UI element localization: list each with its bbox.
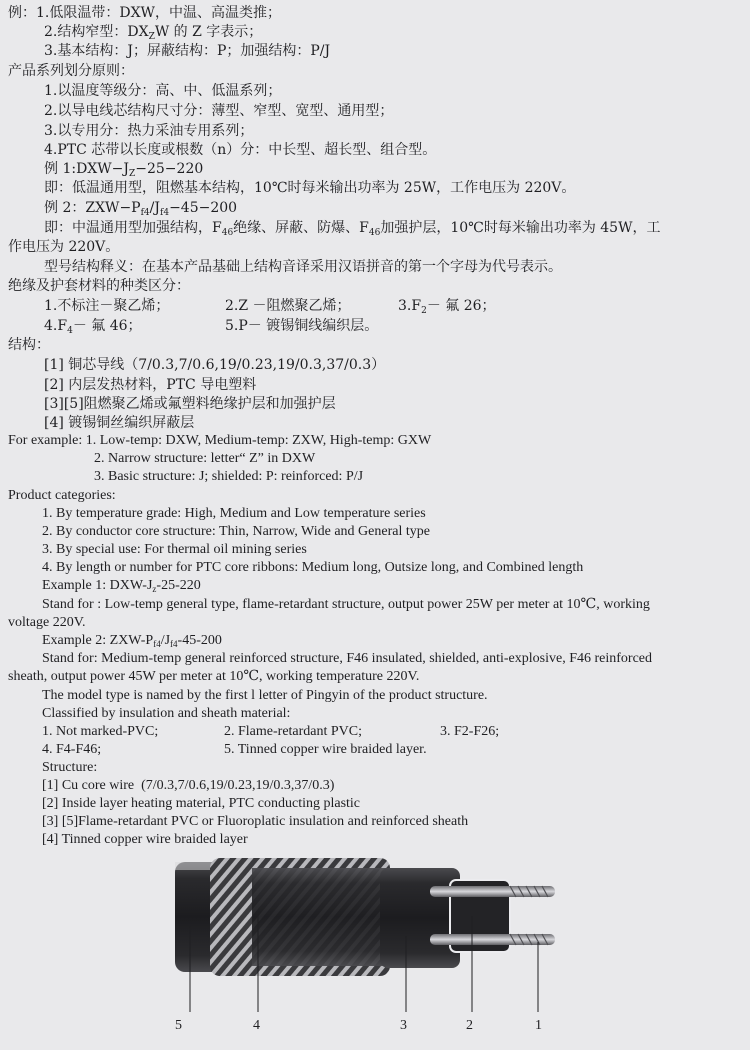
figure-label-2: 2 bbox=[466, 1018, 473, 1033]
cn-example-1 bbox=[44, 160, 203, 179]
insulation-layer-3 bbox=[380, 868, 460, 968]
cn-category-1: 1.以温度等级分：高、中、低温系列； bbox=[44, 83, 282, 99]
braid-layer-4 bbox=[210, 858, 392, 976]
cn-example-2-meaning-cont: 作电压为 220V。 bbox=[8, 239, 120, 255]
text: -45-200 bbox=[177, 633, 222, 648]
text: Example 2: ZXW-P bbox=[42, 633, 154, 648]
subscript: 46 bbox=[221, 228, 234, 238]
en-category-1: 1. By temperature grade: High, Medium and Low temperature series bbox=[42, 506, 426, 521]
subscript: f4 bbox=[160, 208, 170, 218]
cn-category-3: 3.以专用分：热力采油专用系列； bbox=[44, 123, 254, 139]
en-example-line-3: 3. Basic structure: J; shielded: P: reinforced: P/J bbox=[94, 469, 364, 484]
cn-structure-2: [2] 内层发热材料，PTC 导电塑料 bbox=[44, 377, 257, 393]
subscript: f4 bbox=[170, 639, 178, 649]
cn-example-2 bbox=[44, 199, 237, 218]
cn-category-2: 2.以导电线芯结构尺寸分：薄型、窄型、宽型、通用型； bbox=[44, 103, 394, 119]
en-category-4: 4. By length or number for PTC core ribbons: Medium long, Outsize long, and Combined length bbox=[42, 560, 584, 575]
cn-category-heading: 产品系列划分原则： bbox=[8, 63, 134, 79]
cn-material-heading: 绝缘及护套材料的种类区分： bbox=[8, 278, 190, 294]
en-example-2-meaning: Stand for: Medium-temp general reinforced structure, F46 insulated, shielded, anti-explosive, F46 reinforced bbox=[42, 651, 652, 666]
cn-category-4: 4.PTC 芯带以长度或根数（n）分：中长型、超长型、组合型。 bbox=[44, 142, 437, 158]
text: −45−200 bbox=[169, 200, 238, 216]
material-5: 5.P－ 镀锡铜线编织层。 bbox=[225, 318, 379, 334]
material-3: 3. F2-F26; bbox=[440, 724, 500, 739]
text: /J bbox=[149, 200, 160, 216]
material-3 bbox=[398, 297, 496, 316]
cn-structure-3: [3][5]阻燃聚乙烯或氟塑料绝缘护层和加强护层 bbox=[44, 396, 336, 412]
material-1: 1.不标注－聚乙烯； bbox=[44, 298, 170, 314]
text: 2.结构窄型：DX bbox=[44, 24, 149, 40]
text: － 氟 46； bbox=[72, 318, 142, 334]
material-2: 2.Z －阻燃聚乙烯； bbox=[225, 298, 351, 314]
material-1: 1. Not marked-PVC; bbox=[42, 724, 159, 739]
text: -25-220 bbox=[156, 578, 201, 593]
en-structure-2: [2] Inside layer heating material, PTC conducting plastic bbox=[42, 796, 361, 811]
en-category-heading: Product categories: bbox=[8, 488, 116, 503]
subscript: f4 bbox=[153, 639, 161, 649]
cn-example-1-meaning: 即：低温通用型，阻燃基本结构，10℃时每米输出功率为 25W，工作电压为 220V。 bbox=[44, 180, 576, 196]
cn-example-line-1: 例：1.低限温带：DXW，中温、高温类推； bbox=[8, 5, 281, 21]
text: /J bbox=[160, 633, 171, 648]
en-example-1-meaning-cont: voltage 220V. bbox=[8, 615, 86, 630]
figure-label-3: 3 bbox=[400, 1018, 407, 1033]
en-category-2: 2. By conductor core structure: Thin, Narrow, Wide and General type bbox=[42, 524, 430, 539]
cn-example-line-3: 3.基本结构：J；屏蔽结构：P；加强结构：P/J bbox=[44, 43, 331, 59]
material-4 bbox=[44, 317, 142, 336]
en-structure-4: [4] Tinned copper wire braided layer bbox=[42, 832, 248, 847]
text: −25−220 bbox=[135, 161, 204, 177]
material-2: 2. Flame-retardant PVC; bbox=[224, 724, 363, 739]
text: 例 1:DXW−J bbox=[44, 161, 129, 177]
en-example-2-meaning-cont: sheath, output power 45W per meter at 10℃, working temperature 220V. bbox=[8, 669, 420, 684]
figure-label-1: 1 bbox=[535, 1018, 542, 1033]
subscript: 2 bbox=[421, 306, 427, 316]
text: W 的 Z 字表示； bbox=[154, 24, 263, 40]
figure-label-4: 4 bbox=[253, 1018, 260, 1033]
cn-example-line-2 bbox=[44, 23, 262, 42]
subscript: f4 bbox=[140, 208, 150, 218]
en-structure-1: [1] Cu core wire (7/0.3,7/0.6,19/0.23,19/0.3,37/0.3) bbox=[42, 778, 335, 793]
en-example-2 bbox=[42, 632, 222, 650]
en-structure-3: [3] [5]Flame-retardant PVC or Fluoroplatic insulation and reinforced sheath bbox=[42, 814, 469, 829]
en-example-1 bbox=[42, 577, 201, 595]
text: 3.F bbox=[398, 298, 422, 314]
cn-structure-4: [4] 镀锡铜丝编织屏蔽层 bbox=[44, 415, 195, 431]
text: Example 1: DXW-J bbox=[42, 578, 153, 593]
material-4: 4. F4-F46; bbox=[42, 742, 102, 757]
text: 例 2：ZXW−P bbox=[44, 200, 141, 216]
text: 4.F bbox=[44, 318, 68, 334]
text: 加强护层，10℃时每米输出功率为 45W，工 bbox=[380, 220, 661, 236]
cn-structure-heading: 结构： bbox=[8, 337, 50, 353]
subscript: Z bbox=[148, 32, 155, 42]
cn-structure-1: [1] 铜芯导线（7/0.3,7/0.6,19/0.23,19/0.3,37/0.3） bbox=[44, 357, 386, 373]
en-example-line-1: For example: 1. Low-temp: DXW, Medium-temp: ZXW, High-temp: GXW bbox=[8, 433, 432, 448]
cn-model-explanation: 型号结构释义：在基本产品基础上结构音译采用汉语拼音的第一个字母为代号表示。 bbox=[44, 259, 562, 275]
subscript: 46 bbox=[368, 228, 381, 238]
heating-cable-illustration bbox=[0, 846, 750, 1050]
en-category-3: 3. By special use: For thermal oil mining series bbox=[42, 542, 307, 557]
cn-example-2-meaning bbox=[44, 219, 660, 238]
text: 即：中温通用型加强结构，F bbox=[44, 220, 222, 236]
text: － 氟 26； bbox=[426, 298, 496, 314]
text: 绝缘、屏蔽、防爆、F bbox=[233, 220, 369, 236]
subscript: 4 bbox=[67, 326, 73, 336]
en-material-heading: Classified by insulation and sheath material: bbox=[42, 706, 291, 721]
en-model-explanation: The model type is named by the first l letter of Pingyin of the product structure. bbox=[42, 688, 488, 703]
figure-label-5: 5 bbox=[175, 1018, 182, 1033]
en-structure-heading: Structure: bbox=[42, 760, 98, 775]
material-5: 5. Tinned copper wire braided layer. bbox=[224, 742, 427, 757]
en-example-line-2: 2. Narrow structure: letter“ Z” in DXW bbox=[94, 451, 316, 466]
en-example-1-meaning: Stand for : Low-temp general type, flame-retardant structure, output power 25W per meter at 10℃, working bbox=[42, 597, 650, 612]
subscript: Z bbox=[129, 169, 136, 179]
subscript: z bbox=[152, 584, 157, 594]
